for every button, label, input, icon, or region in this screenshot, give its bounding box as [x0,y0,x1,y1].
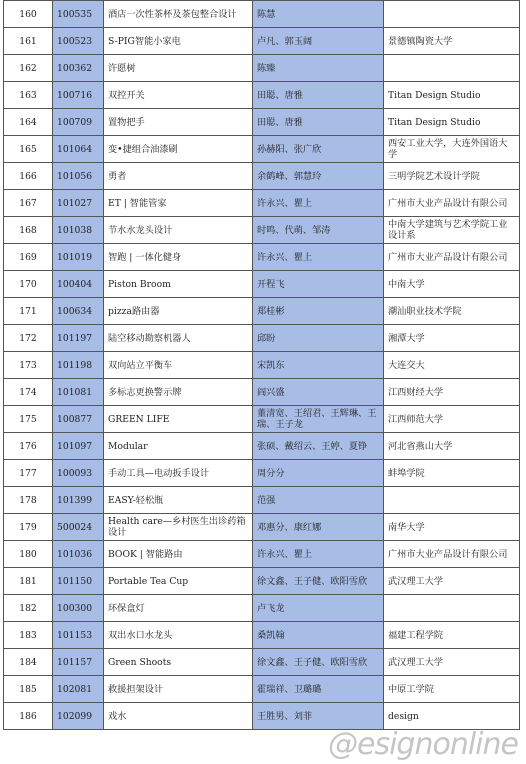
entry-name: ET | 智能管家 [104,190,253,217]
table-row [4,703,520,730]
entry-authors: 阎兴盛 [253,379,384,406]
entry-id: 100716 [53,82,104,109]
row-number: 177 [4,460,53,487]
entry-organization: 武汉理工大学 [384,568,520,595]
entry-id: 101153 [53,622,104,649]
entry-authors: 田聪、唐雅 [253,109,384,136]
entry-name: Portable Tea Cup [104,568,253,595]
entry-id: 101150 [53,568,104,595]
table-row [4,1,520,28]
entry-name: Piston Broom [104,271,253,298]
table-row [4,271,520,298]
row-number: 167 [4,190,53,217]
entry-organization [384,595,520,622]
entry-name: GREEN LIFE [104,406,253,433]
entry-id: 100523 [53,28,104,55]
entry-id: 102081 [53,676,104,703]
entry-authors: 范强 [253,487,384,514]
row-number: 166 [4,163,53,190]
table-row [4,325,520,352]
entry-organization: 福建工程学院 [384,622,520,649]
entry-authors: 邓惠分、康红娜 [253,514,384,541]
entry-id: 101399 [53,487,104,514]
entry-id: 101064 [53,136,104,163]
entry-authors: 许永兴、瞿上 [253,541,384,568]
entry-id: 101027 [53,190,104,217]
entry-name: 双出水口水龙头 [104,622,253,649]
entries-table [3,0,520,730]
table-row [4,568,520,595]
entry-id: 100362 [53,55,104,82]
row-number: 172 [4,325,53,352]
entry-name: Green Shoots [104,649,253,676]
entry-organization: 中原工学院 [384,676,520,703]
entry-name: Modular [104,433,253,460]
entry-name: 变•捷组合油漆刷 [104,136,253,163]
entry-organization: 江西师范大学 [384,406,520,433]
entry-organization: 广州市大业产品设计有限公司 [384,244,520,271]
table-row [4,109,520,136]
entry-authors: 卢凡、郭玉阔 [253,28,384,55]
entry-authors: 孙赫阳、张广欣 [253,136,384,163]
row-number: 165 [4,136,53,163]
table-row [4,352,520,379]
table-row [4,163,520,190]
table-row [4,136,520,163]
row-number: 181 [4,568,53,595]
row-number: 171 [4,298,53,325]
entry-id: 100300 [53,595,104,622]
entry-organization: 江西财经大学 [384,379,520,406]
table-row [4,514,520,541]
entry-organization: 河北省燕山大学 [384,433,520,460]
entry-authors: 开程飞 [253,271,384,298]
entries-table-body [4,1,520,730]
entry-organization: 西安工业大学，大连外国语大学 [384,136,520,163]
table-row [4,406,520,433]
row-number: 174 [4,379,53,406]
entry-id: 101097 [53,433,104,460]
row-number: 178 [4,487,53,514]
entry-authors: 陈慧 [253,1,384,28]
row-number: 161 [4,28,53,55]
row-number: 163 [4,82,53,109]
entry-organization: design [384,703,520,730]
entry-organization: 三明学院艺术设计学院 [384,163,520,190]
entry-id: 101197 [53,325,104,352]
entry-organization: Titan Design Studio [384,109,520,136]
row-number: 183 [4,622,53,649]
row-number: 179 [4,514,53,541]
entry-authors: 桑凯翰 [253,622,384,649]
entry-organization [384,1,520,28]
row-number: 162 [4,55,53,82]
entry-name: 陆空移动勘察机器人 [104,325,253,352]
entry-id: 100093 [53,460,104,487]
table-row [4,244,520,271]
table-row [4,649,520,676]
entry-id: 101157 [53,649,104,676]
entry-name: 许愿树 [104,55,253,82]
entry-name: 智跑 | 一体化健身 [104,244,253,271]
table-row [4,28,520,55]
entry-name: 救援担架设计 [104,676,253,703]
row-number: 182 [4,595,53,622]
entry-name: pizza路由器 [104,298,253,325]
entry-name: 双控开关 [104,82,253,109]
entry-id: 101038 [53,217,104,244]
entry-id: 100877 [53,406,104,433]
entry-id: 100709 [53,109,104,136]
entry-id: 101198 [53,352,104,379]
entry-name: BOOK | 智能路由 [104,541,253,568]
entry-id: 102099 [53,703,104,730]
row-number: 169 [4,244,53,271]
entry-id: 101019 [53,244,104,271]
row-number: 175 [4,406,53,433]
entry-authors: 王胜男、刘菲 [253,703,384,730]
entry-name: S-PIG智能小家电 [104,28,253,55]
entry-organization: 潮汕职业技术学院 [384,298,520,325]
entry-organization: 广州市大业产品设计有限公司 [384,541,520,568]
row-number: 186 [4,703,53,730]
entry-organization: Titan Design Studio [384,82,520,109]
entry-name: 环保盒灯 [104,595,253,622]
entry-id: 101081 [53,379,104,406]
entry-name: 节水水龙头设计 [104,217,253,244]
entry-authors: 许永兴、瞿上 [253,244,384,271]
entry-authors: 田聪、唐雅 [253,82,384,109]
entry-authors: 郑桂彬 [253,298,384,325]
entry-id: 100404 [53,271,104,298]
entry-id: 101056 [53,163,104,190]
entry-authors: 董清宽、王绍君、王辉琳、王瑞、王子龙 [253,406,384,433]
entry-authors: 霍瑞祥、卫璐璐 [253,676,384,703]
table-row [4,595,520,622]
entry-id: 100634 [53,298,104,325]
entry-organization: 景德镇陶瓷大学 [384,28,520,55]
entry-authors: 时鸣、代萌、邹涛 [253,217,384,244]
row-number: 180 [4,541,53,568]
entry-organization: 中南大学 [384,271,520,298]
entry-name: 戏水 [104,703,253,730]
row-number: 173 [4,352,53,379]
row-number: 185 [4,676,53,703]
entry-organization: 中南大学建筑与艺术学院工业设计系 [384,217,520,244]
entry-name: 勇者 [104,163,253,190]
entry-organization [384,55,520,82]
entry-id: 101036 [53,541,104,568]
entry-organization: 大连交大 [384,352,520,379]
table-row [4,190,520,217]
entry-id: 500024 [53,514,104,541]
entry-name: 双向站立平衡车 [104,352,253,379]
table-row [4,460,520,487]
row-number: 184 [4,649,53,676]
table-row [4,298,520,325]
entry-name: 手动工具—电动扳手设计 [104,460,253,487]
entry-authors: 周分分 [253,460,384,487]
row-number: 170 [4,271,53,298]
entry-organization: 湘潭大学 [384,325,520,352]
row-number: 160 [4,1,53,28]
entry-name: EASY-轻松瓶 [104,487,253,514]
entry-name: 酒店一次性茶杯及茶包整合设计 [104,1,253,28]
entry-organization: 南华大学 [384,514,520,541]
table-row [4,541,520,568]
entry-authors: 余鹤峰、郭慧玲 [253,163,384,190]
entry-authors: 卢飞龙 [253,595,384,622]
entry-name: Health care—乡村医生出诊药箱设计 [104,514,253,541]
row-number: 168 [4,217,53,244]
table-row [4,379,520,406]
table-row [4,82,520,109]
entry-id: 100535 [53,1,104,28]
table-row [4,217,520,244]
entry-name: 置物把手 [104,109,253,136]
table-row [4,487,520,514]
entry-name: 多标志更换警示牌 [104,379,253,406]
entry-authors: 宋凯东 [253,352,384,379]
entry-organization [384,487,520,514]
entry-authors: 许永兴、瞿上 [253,190,384,217]
entry-authors: 徐文鑫、王子健、欧阳雪欣 [253,568,384,595]
watermark: @esignonline [328,727,518,762]
row-number: 176 [4,433,53,460]
table-row [4,55,520,82]
table-row [4,433,520,460]
entry-organization: 武汉理工大学 [384,649,520,676]
entry-organization: 蚌埠学院 [384,460,520,487]
entry-authors: 徐文鑫、王子健、欧阳雪欣 [253,649,384,676]
entry-authors: 陈臻 [253,55,384,82]
table-row [4,622,520,649]
entry-authors: 邱盼 [253,325,384,352]
table-row [4,676,520,703]
entry-organization: 广州市大业产品设计有限公司 [384,190,520,217]
entry-authors: 张硕、戴绍云、王婷、夏铮 [253,433,384,460]
row-number: 164 [4,109,53,136]
